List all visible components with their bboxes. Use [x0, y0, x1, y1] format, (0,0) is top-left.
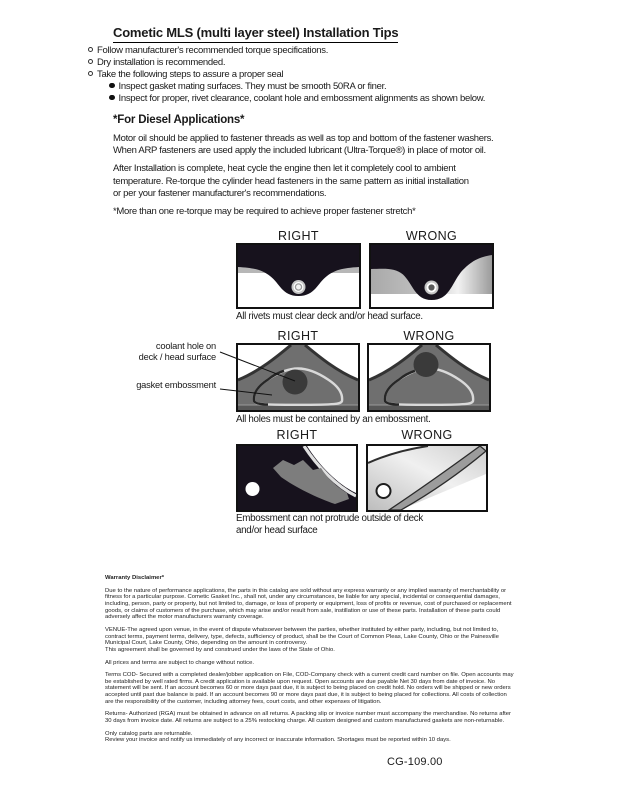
- row1-right-label: RIGHT: [278, 229, 319, 243]
- diesel-heading: *For Diesel Applications*: [113, 114, 245, 126]
- diesel-line: When ARP fasteners are used apply the included lubricant (Ultra-Torque®) in place of motor oil.: [113, 145, 486, 157]
- row2-right-label: RIGHT: [277, 329, 319, 343]
- page-code: CG-109.00: [387, 756, 443, 768]
- row2-wrong-label: WRONG: [403, 329, 455, 343]
- warranty-line: accepted until past due balance is paid. If an account becomes 90 or more days past due, it is subject to being placed for collections. All costs of collection: [105, 692, 507, 699]
- row3-right-label: RIGHT: [276, 428, 318, 442]
- diesel-line: *More than one re-torque may be required to achieve proper fastener stretch*: [113, 206, 416, 218]
- warranty-line: adversely affect the motor manufacturers warranty coverage.: [105, 614, 264, 621]
- row2-caption: All holes must be contained by an embossment.: [236, 414, 431, 425]
- warranty-line: goods, or claims of customers of the purchase, which may arise and/or result from sale, instillation or use of these parts. Installation of these parts could: [105, 607, 501, 614]
- warranty-line: Only catalog parts are returnable.: [105, 730, 193, 737]
- rivet-wrong-illustration: [371, 245, 492, 307]
- warranty-line: Review your invoice and notify us immediately of any incorrect or inaccurate information. Shortages must be reported within 10 days.: [105, 737, 451, 744]
- warranty-line: Due to the nature of performance applications, the parts in this catalog are sold without any express warranty or any implied warranty of merchantability or: [105, 587, 507, 594]
- diagram-protrude-wrong: [366, 444, 488, 512]
- diagram-protrude-right: [236, 444, 358, 512]
- warranty-line: Returns- Authorized (RGA) must be obtained in advance on all returns. A packing slip or invoice number must accompany the merchandise. No returns after: [105, 711, 512, 718]
- diesel-line: or per your fastener manufacturer's recommendations.: [113, 188, 327, 200]
- tip-item: Inspect for proper, rivet clearance, coolant hole and embossment alignments as shown below.: [109, 93, 485, 105]
- warranty-line: contract terms, payment terms, delivery, type, defects, sufficiency of product, shall be the Court of Common Pleas, Lake County, Ohio or the Painesville: [105, 633, 499, 640]
- warranty-line: Warranty Disclaimer*: [105, 575, 165, 581]
- tip-item: Inspect gasket mating surfaces. They must be smooth 50RA or finer.: [109, 81, 485, 93]
- rivet-right-illustration: [238, 245, 359, 307]
- row3-wrong-label: WRONG: [401, 428, 453, 442]
- row1-wrong-label: WRONG: [405, 229, 458, 243]
- diesel-line: temperature. Re-torque the cylinder head fasteners in the same pattern as initial installation: [113, 175, 469, 187]
- tip-item: Dry installation is recommended.: [88, 57, 485, 69]
- coolant-hole-annotation: coolant hole on deck / head surface: [138, 341, 216, 362]
- diagram-rivet-wrong: [369, 243, 494, 309]
- warranty-line: including, person, party or property, but not limited to, damage, or loss of property or equipment, loss of profits or revenue, cost of purchased or replacement: [105, 600, 512, 607]
- protrude-right-illustration: [238, 446, 356, 510]
- tip-item: Take the following steps to assure a proper seal: [88, 69, 485, 81]
- hole-right-illustration: [238, 345, 358, 410]
- diesel-paragraphs: [113, 133, 493, 218]
- protrude-wrong-illustration: [368, 446, 486, 510]
- warranty-line: All prices and terms are subject to change without notice.: [105, 659, 254, 666]
- diagram-hole-wrong: [367, 343, 491, 412]
- diesel-section: [113, 114, 493, 218]
- installation-tips-list: [88, 45, 485, 105]
- warranty-line: Terms COD- Secured with a completed dealer/jobber application on File, COD-Company check with a current credit card number on file. Open accounts may: [105, 672, 514, 679]
- diesel-line: Motor oil should be applied to fastener threads as well as top and bottom of the fastener washers.: [113, 133, 494, 144]
- warranty-line: 30 days from invoice date. All returns are subject to a 25% restocking charge. All custom designed and custom manufactured gaskets are non-returnable.: [105, 718, 505, 725]
- warranty-line: VENUE-The agreed upon venue, in the event of dispute whatsoever between the parties, whether instituted by either party, including, but not limited to,: [105, 626, 499, 633]
- warranty-disclaimer: [105, 575, 514, 744]
- diagram-rivet-right: [236, 243, 361, 309]
- warranty-line: be established by well rated firms. A credit application is available upon request. Open accounts are due payable Net 30 days from date of invoice. No: [105, 678, 495, 685]
- tip-item: Follow manufacturer's recommended torque specifications.: [88, 45, 485, 57]
- row3-caption: Embossment can not protrude outside of deck and/or head surface: [236, 513, 423, 536]
- diesel-line: After Installation is complete, heat cycle the engine then let it completely cool to ambient: [113, 163, 456, 175]
- warranty-line: fitness for a particular purpose. Cometic Gasket Inc., shall not, under any circumstances, be liable for any special, incidental or consequential damages,: [105, 594, 500, 601]
- gasket-embossment-annotation: gasket embossment: [136, 380, 216, 390]
- diagram-hole-right: [236, 343, 360, 412]
- warranty-line: This agreement shall be governed by and construed under the laws of the State of Ohio.: [105, 646, 335, 653]
- page-title: Cometic MLS (multi layer steel) Installation Tips: [113, 25, 398, 43]
- warranty-line: Municipal Court, Lake County, Ohio, depending on the amount in controversy.: [105, 640, 308, 647]
- warranty-line: are the responsibility of the customer, including attorney fees, court costs, and other expenses of litigation.: [105, 698, 382, 705]
- row1-caption: All rivets must clear deck and/or head surface.: [236, 311, 423, 322]
- warranty-line: statement will be sent. If an account becomes 60 or more days past due, it is subject to being placed on credit hold. No orders will be shipped or new orders: [105, 685, 511, 692]
- hole-wrong-illustration: [369, 345, 489, 410]
